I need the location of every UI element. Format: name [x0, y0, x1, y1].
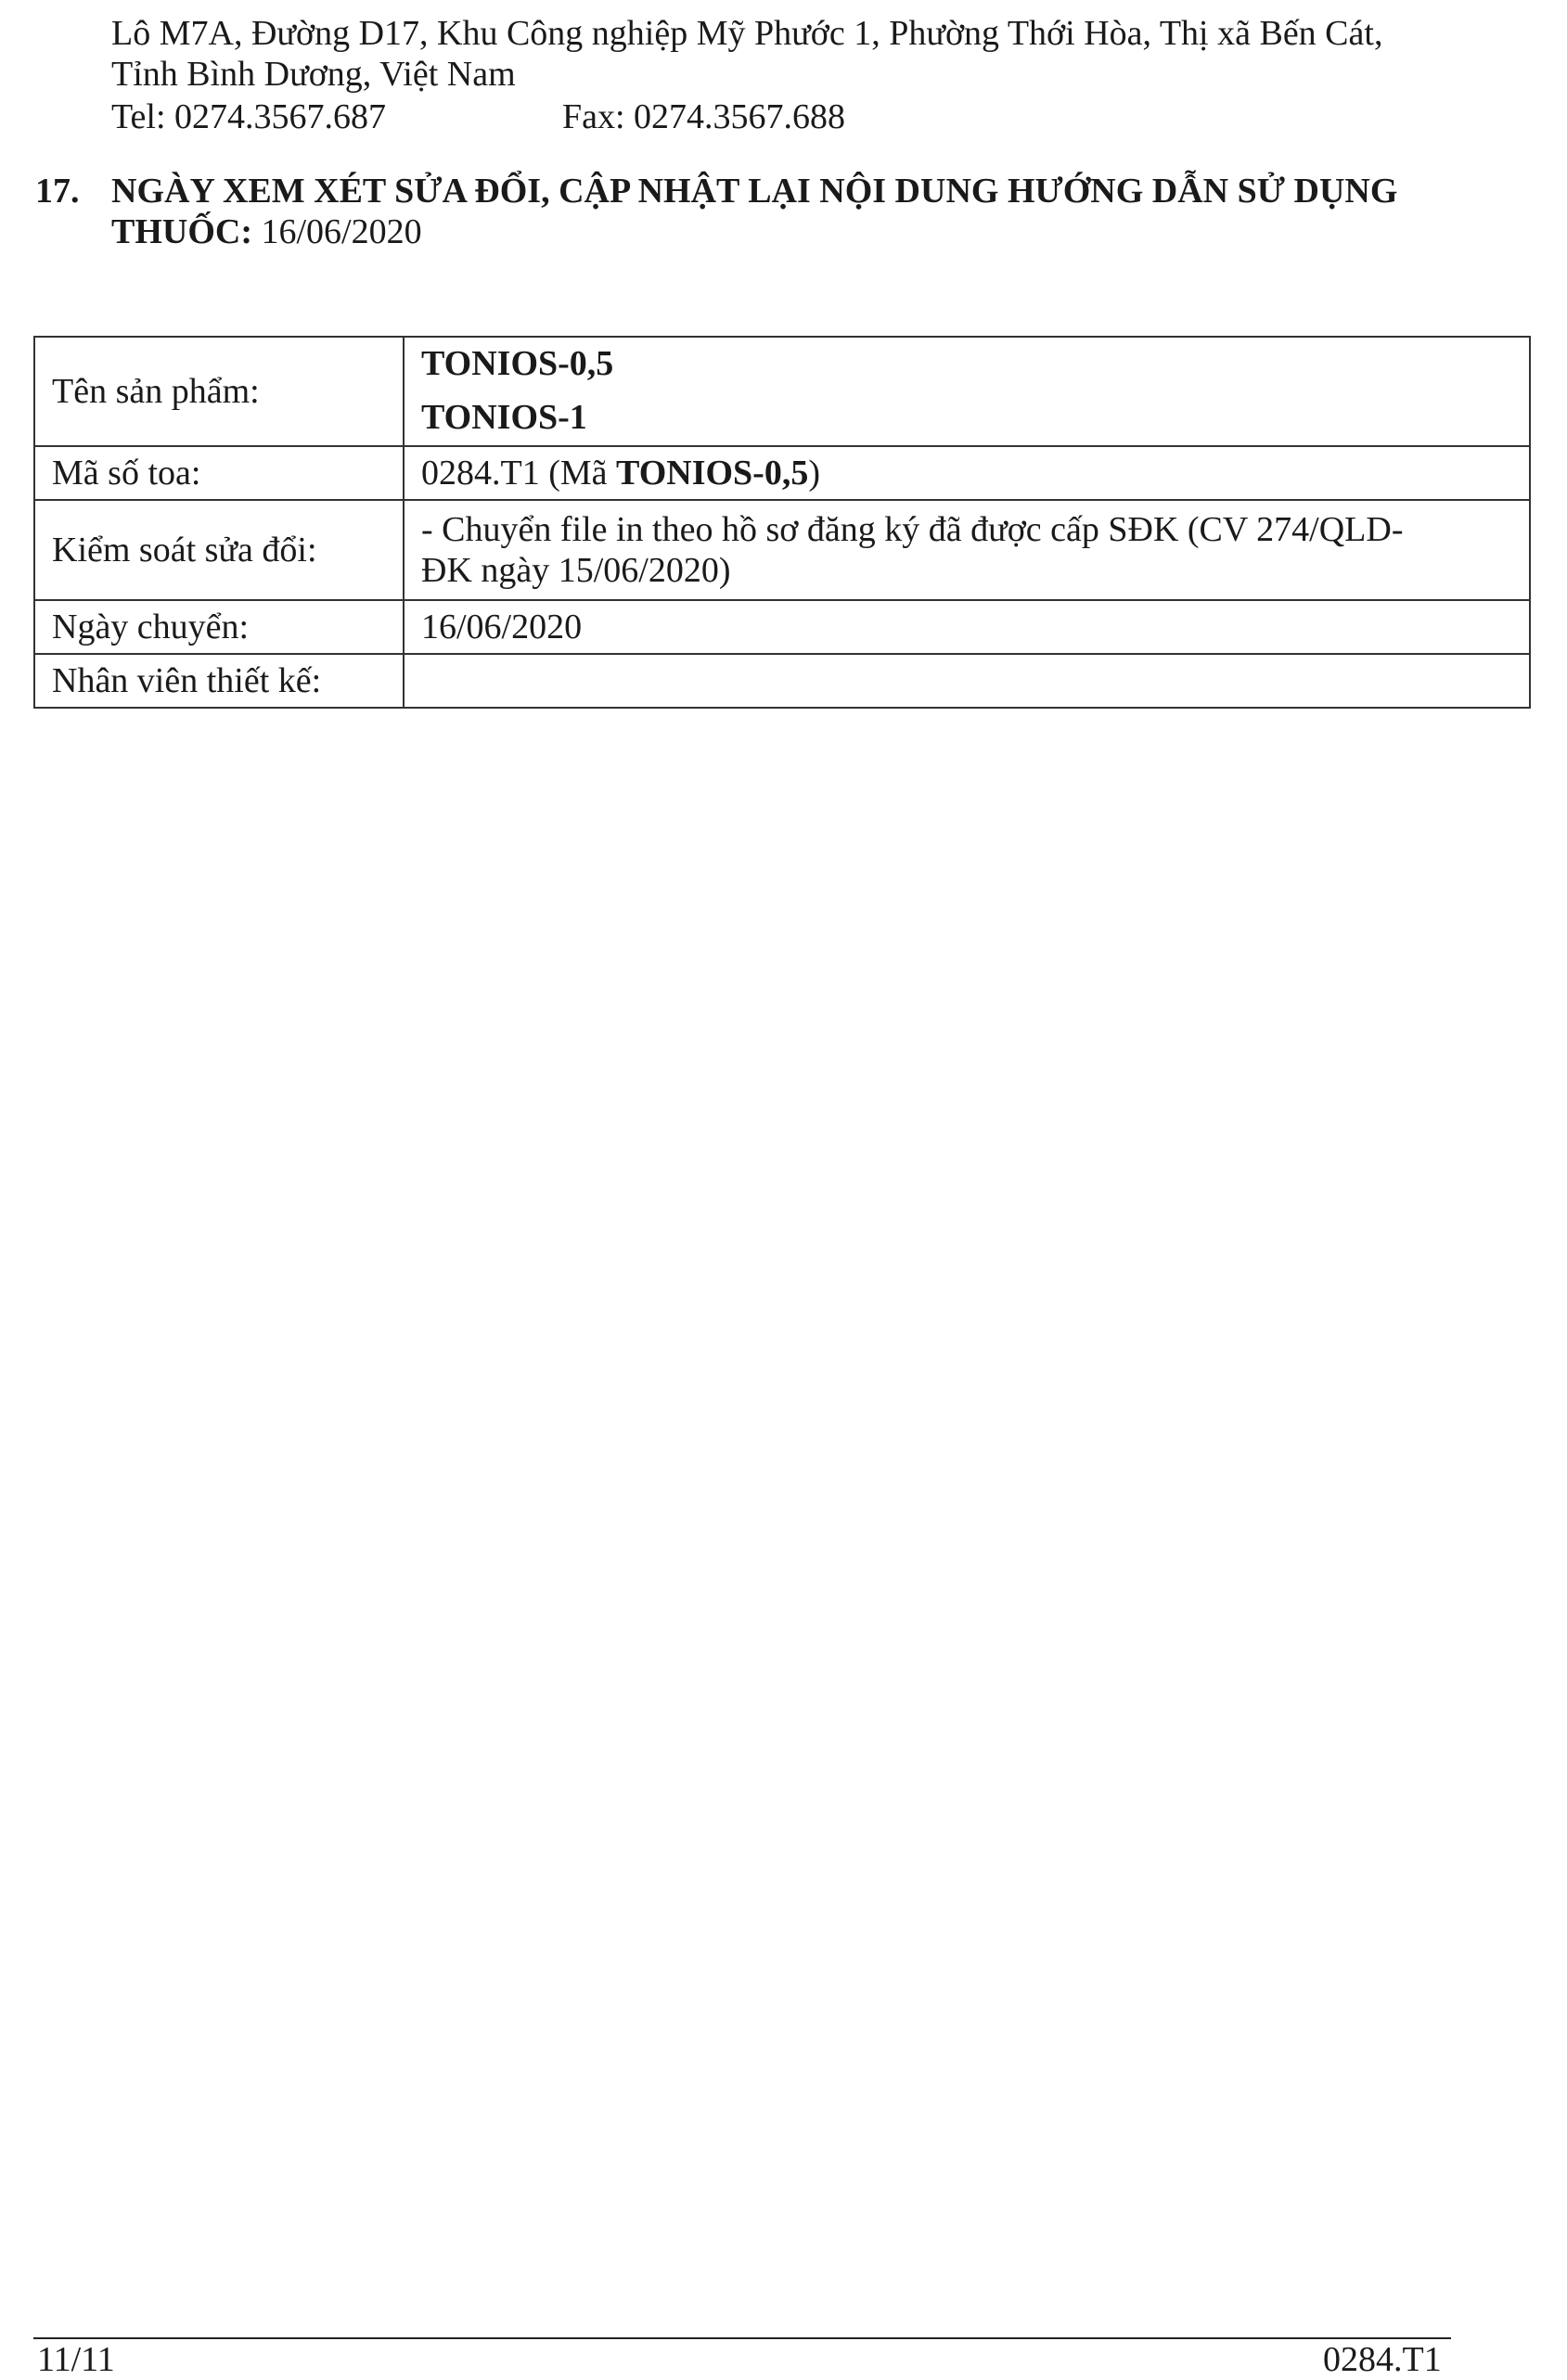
revision-control-line-1: - Chuyển file in theo hồ sơ đăng ký đã được cấp SĐK (CV 274/QLD-: [421, 510, 1404, 549]
telephone: Tel: 0274.3567.687: [111, 97, 387, 136]
product-name-label: Tên sản phẩm:: [34, 337, 404, 446]
revision-info-table: [33, 336, 1531, 709]
address-line-2: Tỉnh Bình Dương, Việt Nam: [111, 55, 516, 94]
transfer-date-value: 16/06/2020: [404, 600, 1530, 654]
section-title-continued: [111, 211, 422, 252]
fax: Fax: 0274.3567.688: [562, 97, 846, 136]
table-row: [34, 446, 1530, 500]
leaflet-code-label: Mã số toa:: [34, 446, 404, 500]
section-number: 17.: [35, 172, 80, 211]
revision-control-line-2: ĐK ngày 15/06/2020): [421, 551, 731, 590]
table-row: [34, 600, 1530, 654]
footer-divider: [33, 2337, 1451, 2339]
section-title: NGÀY XEM XÉT SỬA ĐỔI, CẬP NHẬT LẠI NỘI DUNG HƯỚNG DẪN SỬ DỤNG: [111, 172, 1398, 211]
document-code: 0284.T1: [1323, 2340, 1442, 2379]
leaflet-code-prefix: 0284.T1 (Mã: [421, 454, 617, 493]
leaflet-code-value: [404, 446, 1530, 500]
revision-date: 16/06/2020: [252, 212, 422, 251]
leaflet-code-suffix: ): [808, 454, 820, 493]
revision-control-value: [404, 500, 1530, 600]
revision-control-label: Kiểm soát sửa đổi:: [34, 500, 404, 600]
designer-value: [404, 654, 1530, 708]
product-name-2: TONIOS-1: [421, 398, 587, 437]
table-row: [34, 337, 1530, 446]
product-name-value: [404, 337, 1530, 446]
table-row: [34, 500, 1530, 600]
designer-label: Nhân viên thiết kế:: [34, 654, 404, 708]
transfer-date-label: Ngày chuyển:: [34, 600, 404, 654]
address-line-1: Lô M7A, Đường D17, Khu Công nghiệp Mỹ Phước 1, Phường Thới Hòa, Thị xã Bến Cát,: [111, 14, 1383, 53]
table-row: [34, 654, 1530, 708]
section-title-word: THUỐC:: [111, 212, 252, 251]
product-name-1: TONIOS-0,5: [421, 344, 614, 383]
page-number: 11/11: [37, 2340, 115, 2379]
leaflet-code-product: TONIOS-0,5: [616, 454, 809, 493]
